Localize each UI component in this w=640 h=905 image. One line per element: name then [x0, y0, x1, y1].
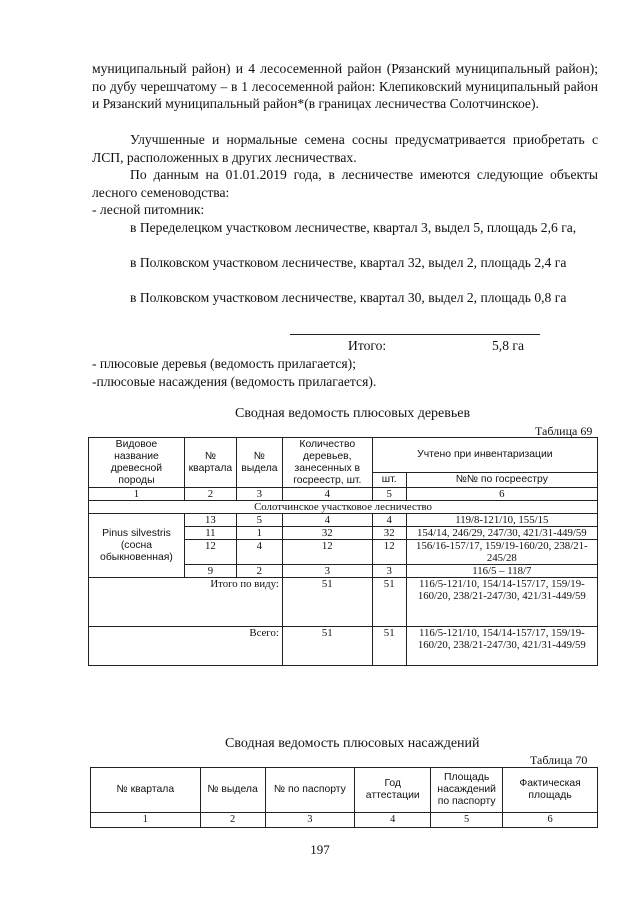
table70-number: Таблица 70 — [530, 753, 588, 767]
header-year: Год аттестации — [355, 768, 431, 813]
cell-quarter: 11 — [184, 527, 236, 540]
cell-registry: 156/16-157/17, 159/19-160/20, 238/21-245/28 — [406, 540, 597, 565]
cell-allotment: 5 — [236, 514, 282, 527]
cell-pcs: 4 — [372, 514, 406, 527]
column-number: 3 — [236, 488, 282, 501]
list-plus-trees: - плюсовые деревья (ведомость прилагается); — [92, 356, 356, 371]
header-allotment: № выдела — [236, 438, 282, 488]
cell-count: 32 — [282, 527, 372, 540]
cell-pcs: 3 — [372, 565, 406, 578]
paragraph-improved-seeds: Улучшенные и нормальные семена сосны предусматривается приобретать с ЛСП, расположенных в других лесничествах. — [92, 132, 598, 165]
column-number: 6 — [406, 488, 597, 501]
cell-quarter: 12 — [184, 540, 236, 565]
column-number: 2 — [184, 488, 236, 501]
species-total-pcs: 51 — [372, 578, 406, 627]
grand-total-row — [89, 627, 598, 666]
species-total-registry: 116/5-121/10, 154/14-157/17, 159/19-160/20, 238/21-247/30, 421/31-449/59 — [406, 578, 597, 627]
column-number-row — [89, 488, 598, 501]
cell-registry: 154/14, 246/29, 247/30, 421/31-449/59 — [406, 527, 597, 540]
column-number: 3 — [265, 813, 355, 828]
column-number: 1 — [91, 813, 201, 828]
paragraph-nursery-2: в Полковском участковом лесничестве, квартал 32, выдел 2, площадь 2,4 га — [130, 255, 567, 270]
species-total-row — [89, 578, 598, 627]
grand-total-pcs: 51 — [372, 627, 406, 666]
column-number: 5 — [431, 813, 503, 828]
column-number: 4 — [355, 813, 431, 828]
cell-registry: 119/8-121/10, 155/15 — [406, 514, 597, 527]
column-number: 6 — [503, 813, 598, 828]
header-area-actual: Фактическая площадь — [503, 768, 598, 813]
total-value: 5,8 га — [492, 338, 524, 353]
grand-total-count: 51 — [282, 627, 372, 666]
species-total-label: Итого по виду: — [89, 578, 283, 627]
header-quarter: № квартала — [184, 438, 236, 488]
table-header-row — [91, 768, 598, 813]
paragraph-nursery-1: в Переделецком участковом лесничестве, квартал 3, выдел 5, площадь 2,6 га, — [130, 220, 577, 235]
total-label: Итого: — [348, 338, 387, 353]
paragraph-seed-objects: По данным на 01.01.2019 года, в лесничестве имеются следующие объекты лесного семеноводства: — [92, 167, 598, 200]
cell-allotment: 1 — [236, 527, 282, 540]
paragraph-seed-districts: муниципальный район) и 4 лесосеменной район (Рязанский муниципальный район); по дубу черешчатому – в 1 лесосеменной район: Клепиковский муниципальный район и Рязанский муниципальный район*(в границах лесничества Солотчинское). — [92, 61, 598, 111]
grand-total-registry: 116/5-121/10, 154/14-157/17, 159/19-160/20, 238/21-247/30, 421/31-449/59 — [406, 627, 597, 666]
plus-stands-table — [90, 767, 598, 828]
species-cell: Pinus silvestris (сосна обыкновенная) — [89, 514, 185, 578]
section-forestry: Солотчинское участковое лесничество — [89, 501, 598, 514]
column-number: 5 — [372, 488, 406, 501]
header-species: Видовое название древесной породы — [89, 438, 185, 488]
header-registry: №№ по госреестру — [406, 473, 597, 488]
header-pcs: шт. — [372, 473, 406, 488]
header-allotment: № выдела — [200, 768, 265, 813]
cell-pcs: 32 — [372, 527, 406, 540]
paragraph-nursery-3: в Полковском участковом лесничестве, квартал 30, выдел 2, площадь 0,8 га — [130, 290, 567, 305]
cell-registry: 116/5 – 118/7 — [406, 565, 597, 578]
cell-quarter: 9 — [184, 565, 236, 578]
species-total-count: 51 — [282, 578, 372, 627]
grand-total-label: Всего: — [89, 627, 283, 666]
header-inventory: Учтено при инвентаризации — [372, 438, 597, 473]
column-number: 1 — [89, 488, 185, 501]
cell-count: 12 — [282, 540, 372, 565]
cell-count: 4 — [282, 514, 372, 527]
column-number: 4 — [282, 488, 372, 501]
header-area-passport: Площадь насаждений по паспорту — [431, 768, 503, 813]
column-number: 2 — [200, 813, 265, 828]
table-row — [89, 514, 598, 527]
plus-trees-table — [88, 437, 598, 666]
cell-quarter: 13 — [184, 514, 236, 527]
list-plus-stands: -плюсовые насаждения (ведомость прилагается). — [92, 374, 377, 389]
cell-allotment: 4 — [236, 540, 282, 565]
header-count: Количество деревьев, занесенных в госреестр, шт. — [282, 438, 372, 488]
page-number: 197 — [310, 842, 330, 857]
table69-number: Таблица 69 — [535, 424, 593, 438]
table70-title: Сводная ведомость плюсовых насаждений — [225, 736, 480, 751]
cell-allotment: 2 — [236, 565, 282, 578]
column-number-row — [91, 813, 598, 828]
section-row — [89, 501, 598, 514]
table69-title: Сводная ведомость плюсовых деревьев — [235, 406, 471, 421]
header-quarter: № квартала — [91, 768, 201, 813]
cell-count: 3 — [282, 565, 372, 578]
cell-pcs: 12 — [372, 540, 406, 565]
total-rule — [290, 334, 540, 335]
table-header-row — [89, 438, 598, 473]
header-passport: № по паспорту — [265, 768, 355, 813]
list-nursery: - лесной питомник: — [92, 202, 205, 217]
